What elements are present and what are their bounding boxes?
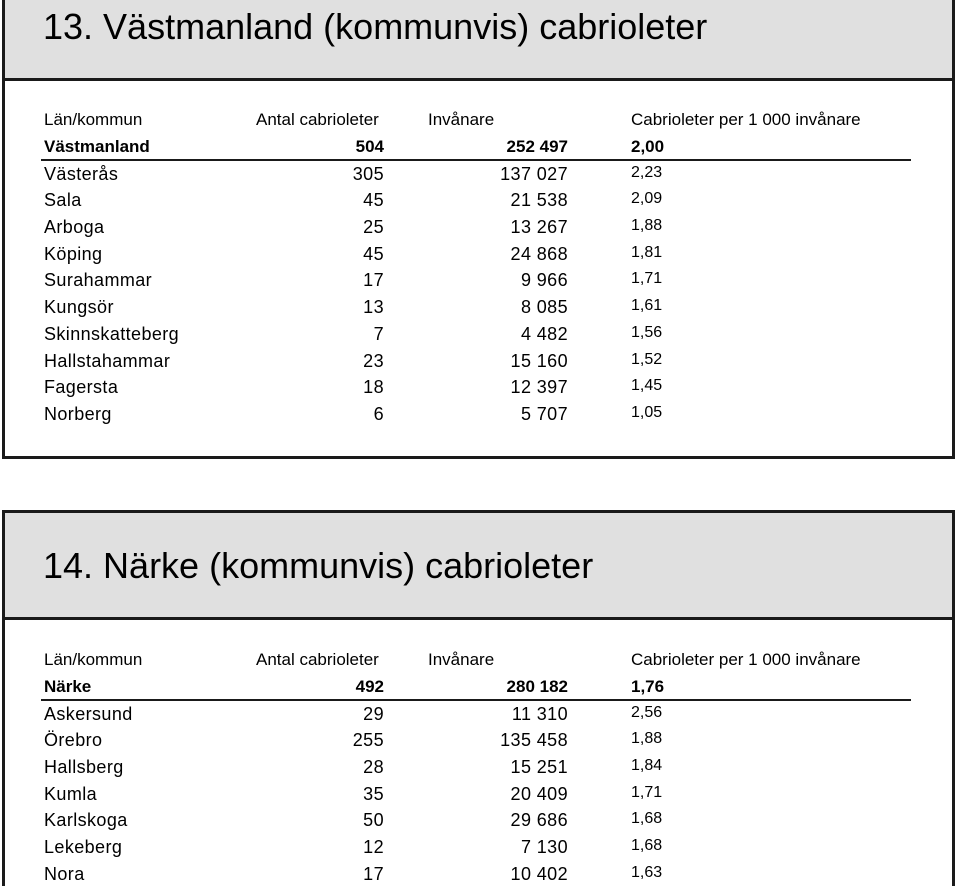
header-lan-kommun: Län/kommun — [44, 650, 143, 669]
row-antal: 6 — [373, 403, 384, 424]
row-per-1000: 2,56 — [631, 703, 663, 721]
section-title-bar — [5, 513, 952, 620]
row-kommun: Kungsör — [44, 297, 114, 318]
row-per-1000: 2,09 — [631, 190, 663, 208]
table-row — [41, 241, 911, 268]
table-row — [41, 727, 911, 754]
row-antal: 18 — [363, 377, 384, 398]
table-row — [41, 781, 911, 808]
row-kommun: Hallstahammar — [44, 350, 171, 371]
row-per-1000: 1,63 — [631, 863, 663, 881]
row-antal: 12 — [363, 837, 384, 858]
row-per-1000: 1,81 — [631, 243, 663, 261]
header-invanare: Invånare — [428, 650, 495, 669]
row-per-1000: 1,68 — [631, 810, 663, 828]
row-invanare: 135 458 — [500, 730, 568, 751]
table-row — [41, 348, 911, 375]
table-row — [41, 267, 911, 294]
table-body — [41, 161, 911, 428]
row-antal: 45 — [363, 190, 384, 211]
table-row — [41, 294, 911, 321]
table-row — [41, 807, 911, 834]
table-total-row — [41, 134, 911, 161]
row-per-1000: 1,88 — [631, 730, 663, 748]
table-narke — [41, 647, 911, 888]
row-per-1000: 1,71 — [631, 783, 663, 801]
row-kommun: Lekeberg — [44, 837, 123, 858]
row-per-1000: 1,61 — [631, 297, 663, 315]
row-invanare: 12 397 — [510, 377, 568, 398]
row-invanare: 11 310 — [511, 703, 568, 724]
row-kommun: Örebro — [44, 730, 103, 751]
row-per-1000: 1,05 — [631, 403, 663, 421]
total-name: Närke — [44, 676, 92, 696]
row-invanare: 137 027 — [500, 163, 568, 184]
section-title-bar — [5, 0, 952, 81]
section-title: 14. Närke (kommunvis) cabrioleter — [43, 545, 594, 586]
table-total-row — [41, 674, 911, 701]
row-antal: 35 — [363, 783, 384, 804]
table-row — [41, 187, 911, 214]
row-antal: 13 — [363, 297, 384, 318]
total-per-1000: 2,00 — [631, 136, 665, 156]
row-invanare: 5 707 — [520, 403, 568, 424]
row-kommun: Sala — [44, 190, 82, 211]
row-antal: 29 — [363, 703, 384, 724]
row-invanare: 24 868 — [510, 243, 568, 264]
row-invanare: 29 686 — [510, 810, 568, 831]
row-kommun: Norberg — [44, 403, 112, 424]
row-antal: 7 — [373, 323, 384, 344]
header-lan-kommun: Län/kommun — [44, 110, 143, 129]
row-invanare: 15 251 — [510, 757, 568, 778]
row-kommun: Köping — [44, 243, 103, 264]
section-title: 13. Västmanland (kommunvis) cabrioleter — [43, 6, 708, 47]
section-narke — [2, 510, 955, 886]
row-antal: 28 — [363, 757, 384, 778]
row-antal: 17 — [363, 270, 384, 291]
section-vastmanland — [2, 0, 955, 459]
header-per-1000: Cabrioleter per 1 000 invånare — [631, 650, 861, 669]
row-per-1000: 2,23 — [631, 163, 663, 181]
row-invanare: 20 409 — [510, 783, 568, 804]
header-invanare: Invånare — [428, 110, 495, 129]
row-antal: 45 — [363, 243, 384, 264]
row-kommun: Kumla — [44, 783, 98, 804]
row-kommun: Nora — [44, 863, 85, 884]
row-invanare: 8 085 — [520, 297, 568, 318]
row-antal: 255 — [352, 730, 384, 751]
total-invanare: 280 182 — [506, 676, 568, 696]
row-per-1000: 1,84 — [631, 757, 663, 775]
row-antal: 23 — [363, 350, 384, 371]
total-per-1000: 1,76 — [631, 676, 665, 696]
row-invanare: 15 160 — [510, 350, 568, 371]
row-antal: 50 — [363, 810, 384, 831]
total-antal: 492 — [355, 676, 384, 696]
total-antal: 504 — [355, 136, 384, 156]
table-row — [41, 374, 911, 401]
row-invanare: 9 966 — [520, 270, 568, 291]
table-vastmanland — [41, 107, 911, 428]
row-per-1000: 1,71 — [631, 270, 663, 288]
total-invanare: 252 497 — [506, 136, 568, 156]
table-row — [41, 321, 911, 348]
table-header — [41, 647, 911, 674]
row-kommun: Skinnskatteberg — [44, 323, 180, 344]
row-kommun: Fagersta — [44, 377, 119, 398]
row-antal: 305 — [352, 163, 384, 184]
header-per-1000: Cabrioleter per 1 000 invånare — [631, 110, 861, 129]
row-invanare: 10 402 — [510, 863, 568, 884]
row-invanare: 7 130 — [520, 837, 568, 858]
row-kommun: Karlskoga — [44, 810, 128, 831]
table-row — [41, 861, 911, 888]
total-name: Västmanland — [44, 136, 150, 156]
table-row — [41, 161, 911, 188]
table-body — [41, 701, 911, 888]
table-row — [41, 701, 911, 728]
row-invanare: 21 538 — [510, 190, 568, 211]
row-invanare: 4 482 — [520, 323, 568, 344]
row-kommun: Askersund — [44, 703, 133, 724]
row-antal: 25 — [363, 217, 384, 238]
table-row — [41, 401, 911, 428]
row-kommun: Västerås — [44, 163, 119, 184]
row-invanare: 13 267 — [510, 217, 568, 238]
table-header — [41, 107, 911, 134]
row-antal: 17 — [363, 863, 384, 884]
table-row — [41, 754, 911, 781]
header-antal: Antal cabrioleter — [256, 110, 379, 129]
row-per-1000: 1,56 — [631, 323, 663, 341]
row-kommun: Hallsberg — [44, 757, 124, 778]
row-per-1000: 1,68 — [631, 837, 663, 855]
row-per-1000: 1,88 — [631, 217, 663, 235]
header-antal: Antal cabrioleter — [256, 650, 379, 669]
table-row — [41, 214, 911, 241]
row-per-1000: 1,45 — [631, 377, 663, 395]
row-kommun: Arboga — [44, 217, 105, 238]
table-row — [41, 834, 911, 861]
row-per-1000: 1,52 — [631, 350, 663, 368]
row-kommun: Surahammar — [44, 270, 153, 291]
